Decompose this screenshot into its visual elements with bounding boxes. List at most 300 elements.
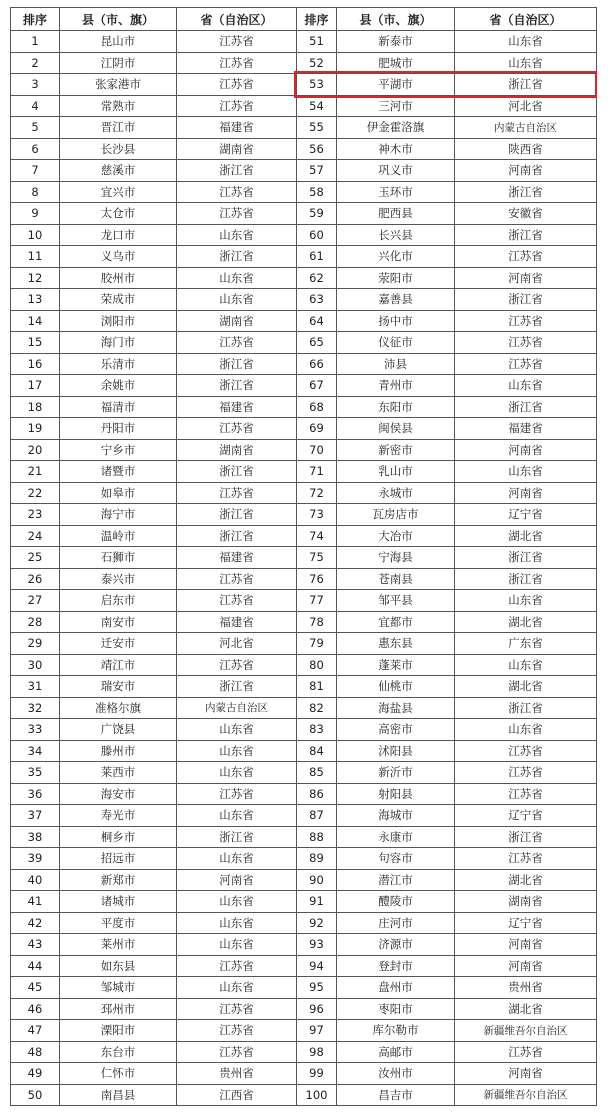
left-province-cell: 江苏省 xyxy=(177,1020,297,1042)
left-province-cell: 湖南省 xyxy=(177,138,297,160)
right-county-cell: 闽侯县 xyxy=(337,418,455,440)
right-county-cell: 句容市 xyxy=(337,848,455,870)
left-county-cell: 招远市 xyxy=(60,848,177,870)
right-province-cell: 河南省 xyxy=(455,267,597,289)
right-rank-cell: 79 xyxy=(297,633,337,655)
right-province-cell: 河南省 xyxy=(455,160,597,182)
left-county-cell: 乐清市 xyxy=(60,353,177,375)
left-rank-cell: 20 xyxy=(11,439,60,461)
right-province-cell: 福建省 xyxy=(455,418,597,440)
right-province-cell: 江苏省 xyxy=(455,740,597,762)
left-province-cell: 山东省 xyxy=(177,891,297,913)
table-row xyxy=(11,375,597,397)
right-rank-cell: 68 xyxy=(297,396,337,418)
left-province-cell: 福建省 xyxy=(177,547,297,569)
right-county-cell: 平湖市 xyxy=(337,74,455,96)
right-rank-cell: 71 xyxy=(297,461,337,483)
left-county-cell: 瑞安市 xyxy=(60,676,177,698)
left-county-cell: 余姚市 xyxy=(60,375,177,397)
right-county-cell: 永康市 xyxy=(337,826,455,848)
right-rank-cell: 95 xyxy=(297,977,337,999)
right-province-cell: 江苏省 xyxy=(455,783,597,805)
left-county-cell: 常熟市 xyxy=(60,95,177,117)
left-province-cell: 山东省 xyxy=(177,762,297,784)
left-county-cell: 广饶县 xyxy=(60,719,177,741)
right-county-cell: 仙桃市 xyxy=(337,676,455,698)
left-county-cell: 南安市 xyxy=(60,611,177,633)
left-county-cell: 江阴市 xyxy=(60,52,177,74)
left-county-cell: 迁安市 xyxy=(60,633,177,655)
right-county-cell: 海盐县 xyxy=(337,697,455,719)
right-province-cell: 浙江省 xyxy=(455,74,597,96)
right-province-cell: 湖北省 xyxy=(455,869,597,891)
right-county-cell: 东阳市 xyxy=(337,396,455,418)
left-province-cell: 江苏省 xyxy=(177,783,297,805)
right-rank-cell: 77 xyxy=(297,590,337,612)
right-rank-cell: 82 xyxy=(297,697,337,719)
left-rank-cell: 37 xyxy=(11,805,60,827)
table-row xyxy=(11,740,597,762)
left-rank-cell: 21 xyxy=(11,461,60,483)
left-province-cell: 浙江省 xyxy=(177,525,297,547)
left-county-cell: 莱州市 xyxy=(60,934,177,956)
left-county-cell: 荣成市 xyxy=(60,289,177,311)
right-province-cell: 河南省 xyxy=(455,934,597,956)
table-row xyxy=(11,504,597,526)
left-county-cell: 海门市 xyxy=(60,332,177,354)
left-rank-cell: 41 xyxy=(11,891,60,913)
left-rank-cell: 13 xyxy=(11,289,60,311)
right-province-cell: 湖北省 xyxy=(455,611,597,633)
table-row xyxy=(11,912,597,934)
right-province-cell: 江苏省 xyxy=(455,848,597,870)
table-row xyxy=(11,310,597,332)
left-rank-cell: 30 xyxy=(11,654,60,676)
left-province-cell: 山东省 xyxy=(177,719,297,741)
right-county-cell: 潜江市 xyxy=(337,869,455,891)
left-province-cell: 江苏省 xyxy=(177,418,297,440)
right-province-cell: 山东省 xyxy=(455,590,597,612)
left-province-cell: 江苏省 xyxy=(177,203,297,225)
left-county-cell: 龙口市 xyxy=(60,224,177,246)
table-row xyxy=(11,590,597,612)
left-county-cell: 平度市 xyxy=(60,912,177,934)
table-row xyxy=(11,848,597,870)
left-rank-cell: 15 xyxy=(11,332,60,354)
right-county-cell: 宁海县 xyxy=(337,547,455,569)
header-county-right: 县（市、旗） xyxy=(337,8,455,31)
right-rank-cell: 65 xyxy=(297,332,337,354)
right-province-cell: 江苏省 xyxy=(455,762,597,784)
left-rank-cell: 6 xyxy=(11,138,60,160)
right-county-cell: 高密市 xyxy=(337,719,455,741)
left-province-cell: 福建省 xyxy=(177,396,297,418)
right-province-cell: 河北省 xyxy=(455,95,597,117)
right-rank-cell: 80 xyxy=(297,654,337,676)
right-rank-cell: 60 xyxy=(297,224,337,246)
left-rank-cell: 9 xyxy=(11,203,60,225)
left-rank-cell: 33 xyxy=(11,719,60,741)
right-county-cell: 肥城市 xyxy=(337,52,455,74)
right-rank-cell: 59 xyxy=(297,203,337,225)
right-province-cell: 山东省 xyxy=(455,654,597,676)
right-rank-cell: 55 xyxy=(297,117,337,139)
table-row xyxy=(11,461,597,483)
left-province-cell: 浙江省 xyxy=(177,826,297,848)
left-county-cell: 诸暨市 xyxy=(60,461,177,483)
right-county-cell: 扬中市 xyxy=(337,310,455,332)
left-province-cell: 山东省 xyxy=(177,267,297,289)
left-county-cell: 胶州市 xyxy=(60,267,177,289)
header-row xyxy=(11,8,597,31)
table-row xyxy=(11,203,597,225)
right-province-cell: 江苏省 xyxy=(455,353,597,375)
table-row xyxy=(11,1020,597,1042)
right-rank-cell: 66 xyxy=(297,353,337,375)
left-county-cell: 海宁市 xyxy=(60,504,177,526)
right-province-cell: 新疆维吾尔自治区 xyxy=(455,1084,597,1106)
table-row xyxy=(11,676,597,698)
left-province-cell: 河北省 xyxy=(177,633,297,655)
left-county-cell: 福清市 xyxy=(60,396,177,418)
left-rank-cell: 12 xyxy=(11,267,60,289)
left-province-cell: 江苏省 xyxy=(177,74,297,96)
right-rank-cell: 67 xyxy=(297,375,337,397)
left-county-cell: 丹阳市 xyxy=(60,418,177,440)
right-rank-cell: 76 xyxy=(297,568,337,590)
right-county-cell: 庄河市 xyxy=(337,912,455,934)
left-rank-cell: 31 xyxy=(11,676,60,698)
right-rank-cell: 98 xyxy=(297,1041,337,1063)
right-rank-cell: 88 xyxy=(297,826,337,848)
left-province-cell: 山东省 xyxy=(177,848,297,870)
left-rank-cell: 5 xyxy=(11,117,60,139)
left-rank-cell: 43 xyxy=(11,934,60,956)
right-province-cell: 山东省 xyxy=(455,52,597,74)
left-county-cell: 新郑市 xyxy=(60,869,177,891)
left-rank-cell: 45 xyxy=(11,977,60,999)
left-rank-cell: 23 xyxy=(11,504,60,526)
left-province-cell: 山东省 xyxy=(177,977,297,999)
right-province-cell: 湖北省 xyxy=(455,676,597,698)
right-county-cell: 新沂市 xyxy=(337,762,455,784)
left-county-cell: 东台市 xyxy=(60,1041,177,1063)
right-county-cell: 沛县 xyxy=(337,353,455,375)
left-province-cell: 江苏省 xyxy=(177,998,297,1020)
left-rank-cell: 16 xyxy=(11,353,60,375)
right-province-cell: 河南省 xyxy=(455,482,597,504)
right-rank-cell: 54 xyxy=(297,95,337,117)
left-province-cell: 山东省 xyxy=(177,805,297,827)
table-row xyxy=(11,396,597,418)
left-province-cell: 浙江省 xyxy=(177,160,297,182)
left-county-cell: 石狮市 xyxy=(60,547,177,569)
right-rank-cell: 56 xyxy=(297,138,337,160)
left-province-cell: 江苏省 xyxy=(177,332,297,354)
left-province-cell: 江苏省 xyxy=(177,482,297,504)
left-province-cell: 江西省 xyxy=(177,1084,297,1106)
table-row xyxy=(11,891,597,913)
left-county-cell: 太仓市 xyxy=(60,203,177,225)
right-county-cell: 沭阳县 xyxy=(337,740,455,762)
left-county-cell: 宜兴市 xyxy=(60,181,177,203)
right-rank-cell: 75 xyxy=(297,547,337,569)
left-county-cell: 滕州市 xyxy=(60,740,177,762)
right-province-cell: 贵州省 xyxy=(455,977,597,999)
left-rank-cell: 7 xyxy=(11,160,60,182)
right-rank-cell: 91 xyxy=(297,891,337,913)
table-row xyxy=(11,418,597,440)
right-rank-cell: 83 xyxy=(297,719,337,741)
left-province-cell: 江苏省 xyxy=(177,590,297,612)
right-rank-cell: 69 xyxy=(297,418,337,440)
right-county-cell: 库尔勒市 xyxy=(337,1020,455,1042)
right-province-cell: 山东省 xyxy=(455,31,597,53)
right-county-cell: 登封市 xyxy=(337,955,455,977)
left-rank-cell: 28 xyxy=(11,611,60,633)
right-county-cell: 巩义市 xyxy=(337,160,455,182)
right-county-cell: 三河市 xyxy=(337,95,455,117)
right-rank-cell: 58 xyxy=(297,181,337,203)
left-county-cell: 邳州市 xyxy=(60,998,177,1020)
left-rank-cell: 17 xyxy=(11,375,60,397)
right-province-cell: 陕西省 xyxy=(455,138,597,160)
left-county-cell: 邹城市 xyxy=(60,977,177,999)
right-rank-cell: 61 xyxy=(297,246,337,268)
left-rank-cell: 2 xyxy=(11,52,60,74)
left-county-cell: 长沙县 xyxy=(60,138,177,160)
left-rank-cell: 44 xyxy=(11,955,60,977)
right-county-cell: 邹平县 xyxy=(337,590,455,612)
left-county-cell: 海安市 xyxy=(60,783,177,805)
right-county-cell: 大冶市 xyxy=(337,525,455,547)
left-county-cell: 溧阳市 xyxy=(60,1020,177,1042)
table-row xyxy=(11,224,597,246)
table-row xyxy=(11,633,597,655)
right-county-cell: 肥西县 xyxy=(337,203,455,225)
right-rank-cell: 74 xyxy=(297,525,337,547)
left-rank-cell: 1 xyxy=(11,31,60,53)
left-province-cell: 浙江省 xyxy=(177,353,297,375)
right-county-cell: 乳山市 xyxy=(337,461,455,483)
right-rank-cell: 86 xyxy=(297,783,337,805)
left-rank-cell: 32 xyxy=(11,697,60,719)
left-province-cell: 江苏省 xyxy=(177,654,297,676)
table-row xyxy=(11,332,597,354)
left-rank-cell: 14 xyxy=(11,310,60,332)
right-province-cell: 浙江省 xyxy=(455,697,597,719)
left-rank-cell: 24 xyxy=(11,525,60,547)
left-province-cell: 江苏省 xyxy=(177,95,297,117)
right-province-cell: 江苏省 xyxy=(455,310,597,332)
left-county-cell: 昆山市 xyxy=(60,31,177,53)
right-rank-cell: 62 xyxy=(297,267,337,289)
right-province-cell: 辽宁省 xyxy=(455,504,597,526)
table-row xyxy=(11,955,597,977)
table-row xyxy=(11,783,597,805)
header-county-left: 县（市、旗） xyxy=(60,8,177,31)
right-province-cell: 山东省 xyxy=(455,719,597,741)
table-row xyxy=(11,697,597,719)
left-province-cell: 内蒙古自治区 xyxy=(177,697,297,719)
right-rank-cell: 89 xyxy=(297,848,337,870)
left-county-cell: 启东市 xyxy=(60,590,177,612)
right-county-cell: 新密市 xyxy=(337,439,455,461)
right-province-cell: 内蒙古自治区 xyxy=(455,117,597,139)
left-province-cell: 江苏省 xyxy=(177,568,297,590)
right-province-cell: 辽宁省 xyxy=(455,805,597,827)
right-rank-cell: 51 xyxy=(297,31,337,53)
right-rank-cell: 100 xyxy=(297,1084,337,1106)
left-county-cell: 张家港市 xyxy=(60,74,177,96)
left-county-cell: 晋江市 xyxy=(60,117,177,139)
right-rank-cell: 72 xyxy=(297,482,337,504)
table-row xyxy=(11,869,597,891)
right-rank-cell: 87 xyxy=(297,805,337,827)
right-county-cell: 嘉善县 xyxy=(337,289,455,311)
left-rank-cell: 39 xyxy=(11,848,60,870)
left-rank-cell: 40 xyxy=(11,869,60,891)
table-row xyxy=(11,138,597,160)
left-rank-cell: 26 xyxy=(11,568,60,590)
right-province-cell: 辽宁省 xyxy=(455,912,597,934)
right-county-cell: 射阳县 xyxy=(337,783,455,805)
right-province-cell: 河南省 xyxy=(455,955,597,977)
left-province-cell: 湖南省 xyxy=(177,310,297,332)
left-rank-cell: 4 xyxy=(11,95,60,117)
left-province-cell: 贵州省 xyxy=(177,1063,297,1085)
right-county-cell: 高邮市 xyxy=(337,1041,455,1063)
table-row xyxy=(11,246,597,268)
left-rank-cell: 3 xyxy=(11,74,60,96)
right-province-cell: 浙江省 xyxy=(455,289,597,311)
right-rank-cell: 85 xyxy=(297,762,337,784)
right-county-cell: 荥阳市 xyxy=(337,267,455,289)
table-row xyxy=(11,52,597,74)
right-province-cell: 浙江省 xyxy=(455,568,597,590)
left-rank-cell: 35 xyxy=(11,762,60,784)
left-province-cell: 福建省 xyxy=(177,117,297,139)
right-province-cell: 浙江省 xyxy=(455,224,597,246)
left-rank-cell: 34 xyxy=(11,740,60,762)
left-province-cell: 江苏省 xyxy=(177,52,297,74)
right-county-cell: 兴化市 xyxy=(337,246,455,268)
table-row xyxy=(11,719,597,741)
left-rank-cell: 42 xyxy=(11,912,60,934)
left-county-cell: 宁乡市 xyxy=(60,439,177,461)
left-province-cell: 江苏省 xyxy=(177,181,297,203)
table-row xyxy=(11,805,597,827)
table-row xyxy=(11,977,597,999)
right-rank-cell: 81 xyxy=(297,676,337,698)
left-province-cell: 江苏省 xyxy=(177,1041,297,1063)
right-province-cell: 浙江省 xyxy=(455,547,597,569)
table-row xyxy=(11,934,597,956)
right-county-cell: 青州市 xyxy=(337,375,455,397)
right-rank-cell: 52 xyxy=(297,52,337,74)
table-row xyxy=(11,654,597,676)
left-province-cell: 浙江省 xyxy=(177,375,297,397)
left-province-cell: 浙江省 xyxy=(177,246,297,268)
right-province-cell: 山东省 xyxy=(455,461,597,483)
left-province-cell: 山东省 xyxy=(177,289,297,311)
header-rank-left: 排序 xyxy=(11,8,60,31)
right-rank-cell: 70 xyxy=(297,439,337,461)
right-rank-cell: 94 xyxy=(297,955,337,977)
left-county-cell: 如东县 xyxy=(60,955,177,977)
right-rank-cell: 92 xyxy=(297,912,337,934)
county-ranking-table xyxy=(10,7,597,1106)
table-row xyxy=(11,482,597,504)
left-county-cell: 仁怀市 xyxy=(60,1063,177,1085)
right-province-cell: 河南省 xyxy=(455,1063,597,1085)
right-county-cell: 汝州市 xyxy=(337,1063,455,1085)
right-rank-cell: 97 xyxy=(297,1020,337,1042)
left-province-cell: 山东省 xyxy=(177,934,297,956)
left-county-cell: 泰兴市 xyxy=(60,568,177,590)
right-county-cell: 神木市 xyxy=(337,138,455,160)
table-row xyxy=(11,439,597,461)
table-row xyxy=(11,31,597,53)
left-county-cell: 桐乡市 xyxy=(60,826,177,848)
right-county-cell: 宜都市 xyxy=(337,611,455,633)
left-county-cell: 南昌县 xyxy=(60,1084,177,1106)
left-county-cell: 浏阳市 xyxy=(60,310,177,332)
table-row xyxy=(11,525,597,547)
left-county-cell: 准格尔旗 xyxy=(60,697,177,719)
left-county-cell: 如皋市 xyxy=(60,482,177,504)
right-rank-cell: 96 xyxy=(297,998,337,1020)
right-province-cell: 湖北省 xyxy=(455,998,597,1020)
left-county-cell: 寿光市 xyxy=(60,805,177,827)
table-row xyxy=(11,1063,597,1085)
left-province-cell: 浙江省 xyxy=(177,676,297,698)
header-province-right: 省（自治区） xyxy=(455,8,597,31)
right-province-cell: 湖北省 xyxy=(455,525,597,547)
right-county-cell: 蓬莱市 xyxy=(337,654,455,676)
table-row xyxy=(11,267,597,289)
right-county-cell: 醴陵市 xyxy=(337,891,455,913)
table-row xyxy=(11,181,597,203)
left-county-cell: 诸城市 xyxy=(60,891,177,913)
table-row xyxy=(11,547,597,569)
table-row xyxy=(11,611,597,633)
table-row xyxy=(11,160,597,182)
left-county-cell: 温岭市 xyxy=(60,525,177,547)
right-province-cell: 新疆维吾尔自治区 xyxy=(455,1020,597,1042)
table-row xyxy=(11,1084,597,1106)
right-province-cell: 江苏省 xyxy=(455,1041,597,1063)
left-rank-cell: 48 xyxy=(11,1041,60,1063)
right-province-cell: 江苏省 xyxy=(455,332,597,354)
right-rank-cell: 73 xyxy=(297,504,337,526)
right-province-cell: 浙江省 xyxy=(455,181,597,203)
left-province-cell: 江苏省 xyxy=(177,31,297,53)
right-rank-cell: 78 xyxy=(297,611,337,633)
left-province-cell: 浙江省 xyxy=(177,504,297,526)
right-rank-cell: 93 xyxy=(297,934,337,956)
right-county-cell: 瓦房店市 xyxy=(337,504,455,526)
right-county-cell: 济源市 xyxy=(337,934,455,956)
left-rank-cell: 18 xyxy=(11,396,60,418)
table-row xyxy=(11,117,597,139)
left-rank-cell: 8 xyxy=(11,181,60,203)
right-county-cell: 惠东县 xyxy=(337,633,455,655)
right-province-cell: 江苏省 xyxy=(455,246,597,268)
right-rank-cell: 57 xyxy=(297,160,337,182)
table-row xyxy=(11,74,597,96)
right-county-cell: 仪征市 xyxy=(337,332,455,354)
